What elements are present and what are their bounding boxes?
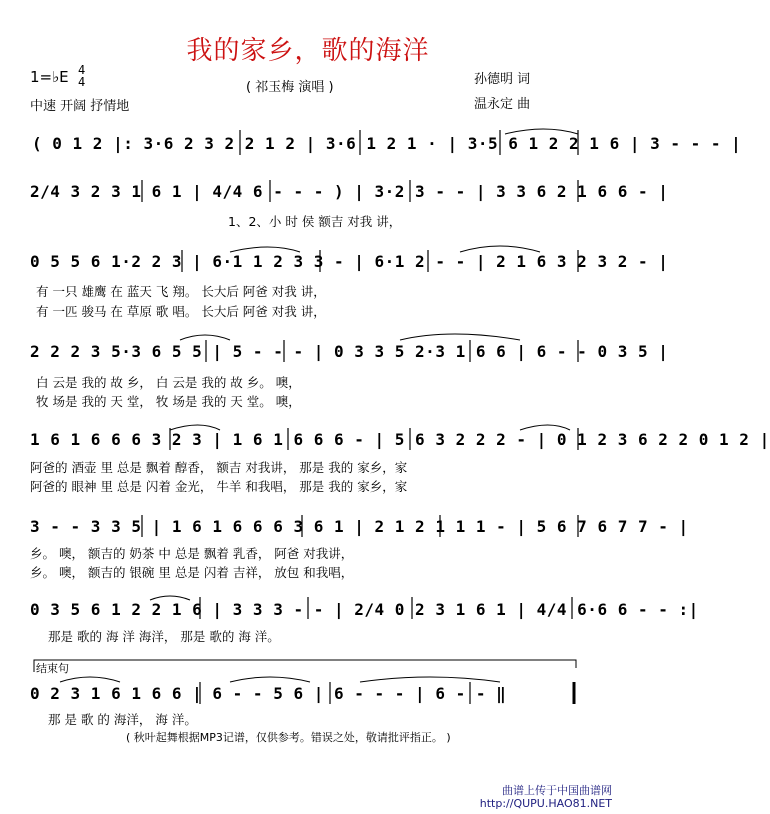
system-8-lyrics: 那 是 歌 的 海洋， 海 洋。	[48, 712, 197, 727]
song-title: 我的家乡，歌的海洋	[186, 36, 430, 66]
system-4-lyrics-1: 白 云是 我的 故 乡， 白 云是 我的 故 乡。 噢，	[36, 375, 301, 390]
system-4-notes: 2 2 2 3 5·3 6 5 5 | 5 - - - | 0 3 3 5 2·3 1 6 6 | 6 - - 0 3 5 |	[30, 342, 669, 361]
slur-5	[180, 335, 230, 340]
system-3-lyrics-2: 有 一匹 骏马 在 草原 歌 唱。 长大后 阿爸 对我 讲，	[36, 304, 326, 319]
footer-source-text: 曲谱上传于中国曲谱网	[502, 784, 612, 797]
system-3-lyrics-1: 有 一只 雄鹰 在 蓝天 飞 翔。 长大后 阿爸 对我 讲，	[36, 284, 326, 299]
system-2-lyrics: 1、2、小 时 侯 额吉 对我 讲，	[228, 214, 402, 229]
system-5-notes: 1 6 1 6 6 6 3 2 3 | 1 6 1 6 6 6 - | 5 6 3 2 2 2 - | 0 1 2 3 6 2 2 0 1 2 |	[30, 430, 770, 449]
lyricist-credit: 孙德明 词	[474, 72, 531, 87]
composer-credit: 温永定 曲	[474, 97, 531, 112]
transcription-note: ( 秋叶起舞根据MP3记谱，仅供参考。错误之处，敬请批评指正。 )	[126, 731, 451, 744]
slur-10	[230, 677, 310, 682]
performer-credit: ( 祁玉梅 演唱 )	[246, 80, 334, 95]
system-2-notes: 2/4 3 2 3 1 6 1 | 4/4 6 - - - ) | 3·2 3 - - | 3 3 6 2 1 6 6 - |	[30, 182, 669, 201]
system-5-lyrics-2: 阿爸的 眼神 里 总是 闪着 金光， 牛羊 和我唱， 那是 我的 家乡，家	[30, 479, 408, 494]
site-footer	[480, 784, 612, 810]
slur-11	[360, 677, 500, 682]
time-signature-top: 4	[78, 63, 86, 77]
tempo-marking: 中速 开阔 抒情地	[30, 99, 130, 114]
system-6-lyrics-2: 乡。 噢， 额吉的 银碗 里 总是 闪着 吉祥， 放包 和我唱，	[30, 565, 354, 580]
footer-url: http://QUPU.HAO81.NET	[479, 797, 612, 810]
system-5-lyrics-1: 阿爸的 酒壶 里 总是 飘着 醇香， 额吉 对我讲， 那是 我的 家乡，家	[30, 460, 408, 475]
system-4-lyrics-2: 牧 场是 我的 天 堂， 牧 场是 我的 天 堂。 噢，	[36, 394, 301, 409]
key-signature: 1=♭E	[30, 68, 69, 86]
system-8-notes: 0 2 3 1 6 1 6 6 | 6 - - 5 6 | 6 - - - | 6 - - ‖	[30, 684, 507, 703]
system-7-notes: 0 3 5 6 1 2 2 1 6 | 3 3 3 - - | 2/4 0 2 3 1 6 1 | 4/4 6·6 6 - - :|	[30, 600, 699, 619]
system-7-lyrics: 那是 歌的 海 洋 海洋， 那是 歌的 海 洋。	[48, 629, 280, 644]
slur-9	[60, 677, 120, 682]
system-3-notes: 0 5 5 6 1·2 2 3 | 6·1 1 2 3 3 - | 6·1 2 - - | 2 1 6 3 2 3 2 - |	[30, 252, 669, 271]
system-6-notes: 3 - - 3 3 5 | 1 6 1 6 6 6 3 6 1 | 2 1 2 1 1 1 - | 5 6 7 6 7 7 - |	[30, 517, 689, 536]
system-6-lyrics-1: 乡。 噢， 额吉的 奶茶 中 总是 飘着 乳香， 阿爸 对我讲，	[30, 546, 354, 561]
time-signature-bottom: 4	[78, 75, 86, 89]
system-1-notes: ( 0 1 2 |: 3·6 2 3 2 2 1 2 | 3·6 1 2 1 · | 3·5 6 1 2 2 1 6 | 3 - - - |	[32, 134, 742, 153]
coda-label: 结束句	[36, 662, 69, 675]
ending-bracket	[34, 660, 576, 672]
slur-4	[400, 334, 520, 340]
